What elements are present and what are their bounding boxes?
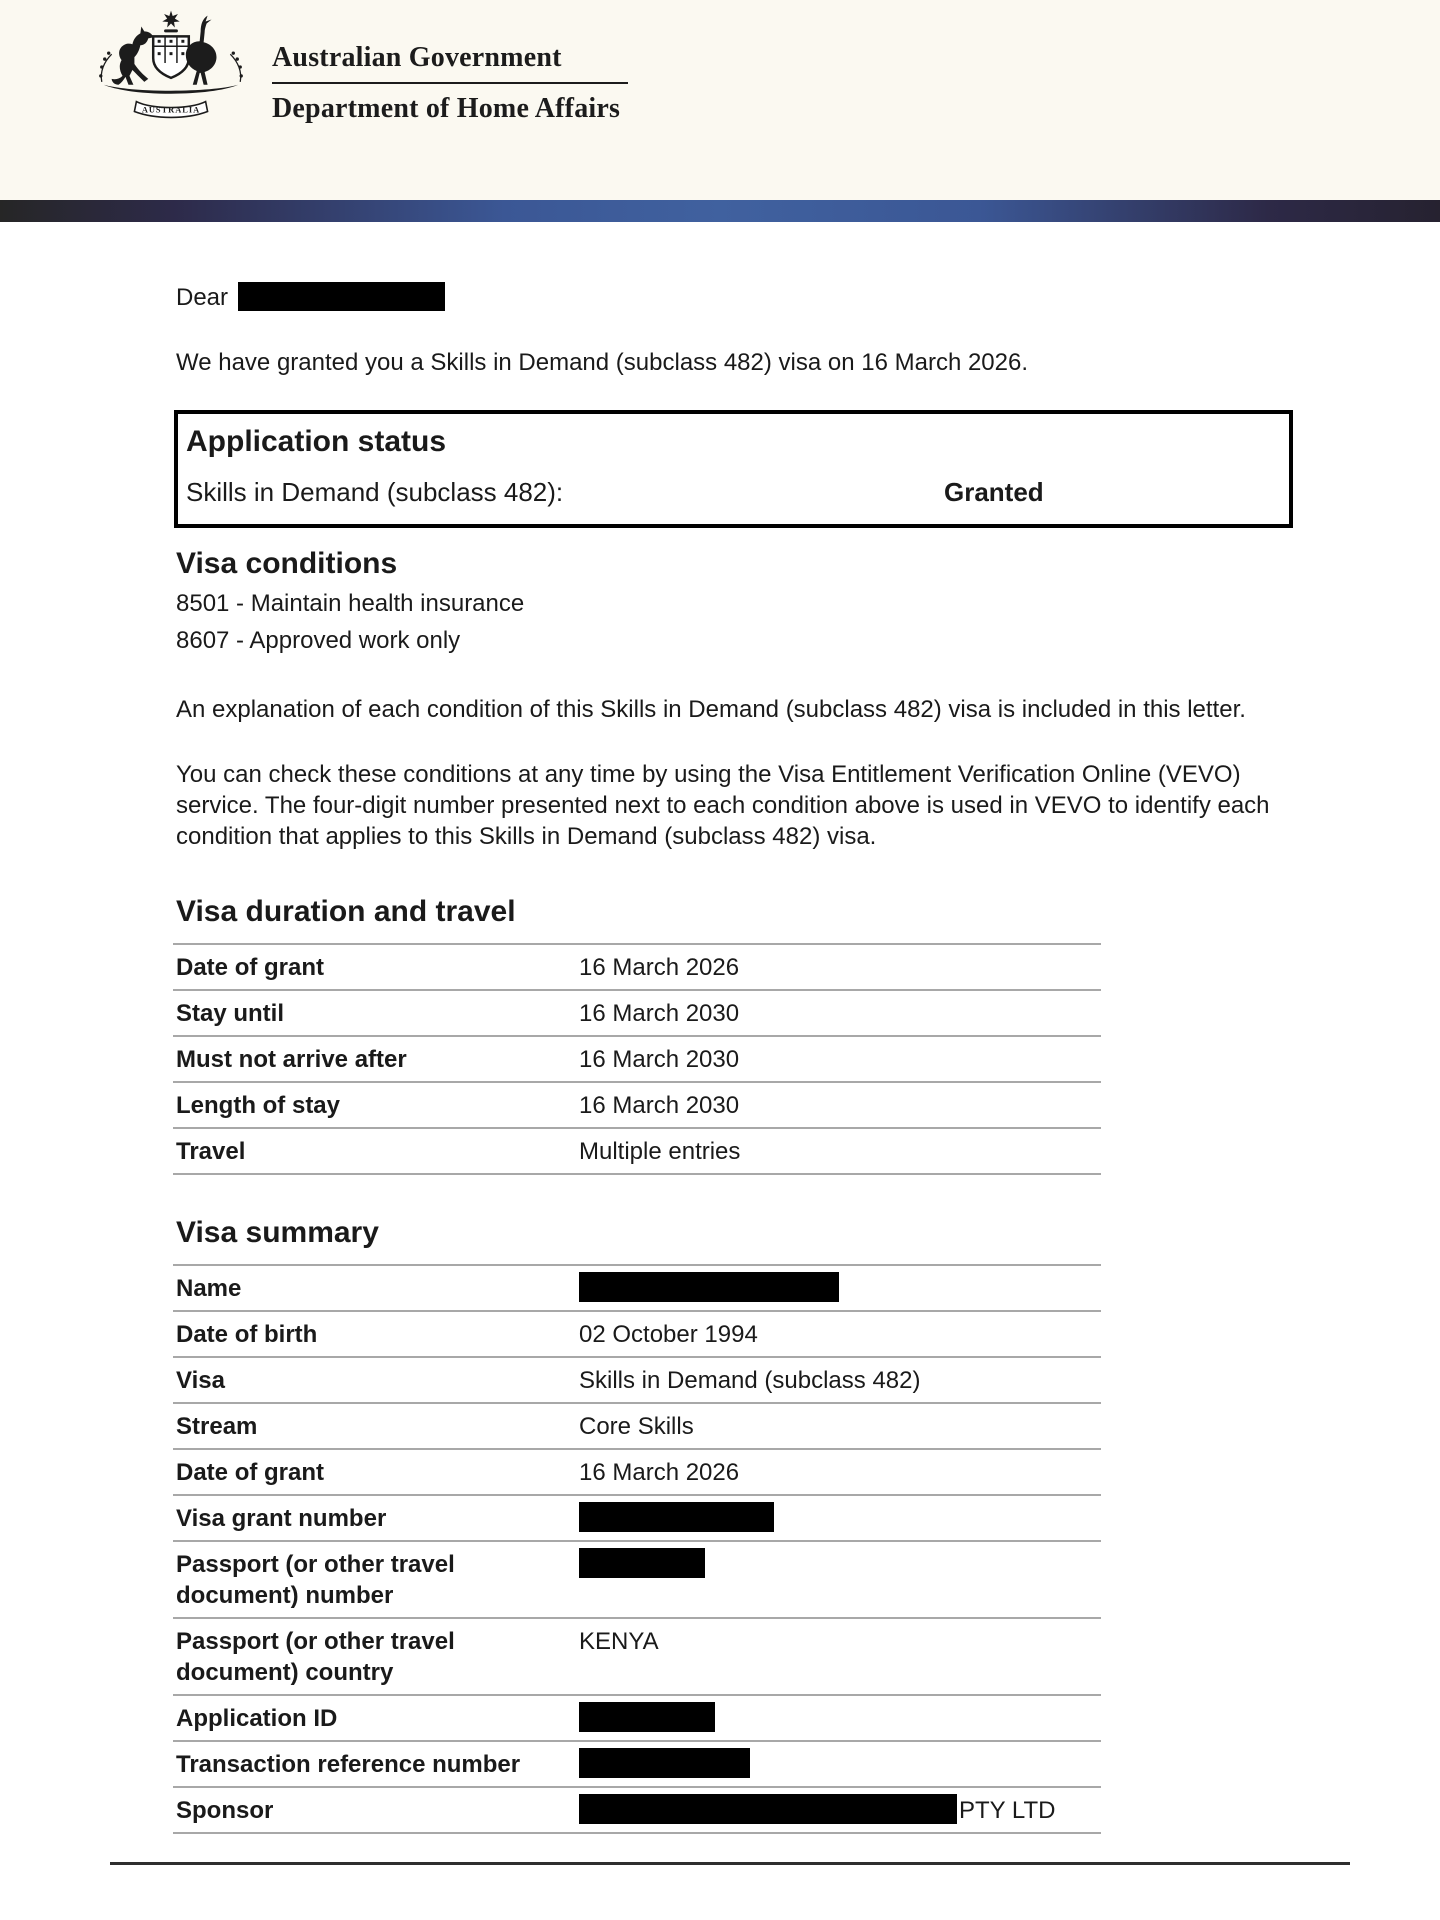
row-value: 02 October 1994 — [579, 1321, 758, 1348]
visa-duration-title: Visa duration and travel — [176, 895, 516, 928]
table-row — [173, 1540, 1101, 1617]
row-value — [579, 1795, 1101, 1826]
row-label: Date of grant — [176, 1459, 325, 1486]
redacted-value — [579, 1702, 715, 1732]
table-row — [173, 1310, 1101, 1356]
redacted-value — [579, 1794, 957, 1824]
row-value — [579, 1749, 1101, 1780]
header-gradient-bar — [0, 200, 1440, 222]
row-value: 16 March 2030 — [579, 1092, 740, 1119]
visa-summary-title: Visa summary — [176, 1216, 379, 1249]
table-row — [173, 1786, 1101, 1834]
application-status-value: Granted — [944, 477, 1044, 507]
row-label: Visa — [176, 1367, 225, 1394]
row-label: Travel — [176, 1138, 246, 1165]
explanation-paragraph: An explanation of each condition of this Skills in Demand (subclass 482) visa is included in this letter. — [176, 696, 1246, 723]
table-row — [173, 1448, 1101, 1494]
visa-duration-table — [173, 943, 1101, 1175]
australian-coat-of-arms-icon — [82, 6, 260, 133]
table-row — [173, 1740, 1101, 1786]
application-status-label: Skills in Demand (subclass 482): — [186, 477, 564, 507]
footer-divider — [110, 1862, 1350, 1865]
row-label: Date of grant — [176, 954, 325, 981]
row-label: Application ID — [176, 1705, 338, 1732]
visa-conditions-title: Visa conditions — [176, 547, 398, 580]
table-row — [173, 1081, 1101, 1127]
table-row — [173, 1617, 1101, 1694]
redacted-value — [579, 1748, 750, 1778]
row-label: Stream — [176, 1413, 258, 1440]
commonwealth-star — [162, 11, 179, 28]
row-value — [579, 1703, 1101, 1734]
application-status-row — [186, 477, 1281, 508]
sponsor-suffix: PTY LTD — [959, 1797, 1056, 1824]
salutation-line — [176, 282, 1300, 312]
redacted-value — [579, 1502, 774, 1532]
row-value — [579, 1549, 1101, 1611]
redacted-value — [579, 1548, 705, 1578]
table-row — [173, 1402, 1101, 1448]
header-underline — [272, 82, 628, 84]
table-row — [173, 1264, 1101, 1310]
grant-sentence: We have granted you a Skills in Demand (subclass 482) visa on 16 March 2026. — [176, 349, 1029, 376]
application-status-box — [174, 410, 1293, 528]
table-row — [173, 943, 1101, 989]
table-row — [173, 1356, 1101, 1402]
row-label: Name — [176, 1275, 242, 1302]
row-label: Stay until — [176, 1000, 285, 1027]
row-value: 16 March 2026 — [579, 1459, 740, 1486]
table-row — [173, 1127, 1101, 1175]
row-value: Multiple entries — [579, 1138, 741, 1165]
vevo-paragraph: You can check these conditions at any time by using the Visa Entitlement Verification Online (VEVO) service. The four-digit number presented next to each condition above is used in VEVO to identify each condition that applies to this Skills in Demand (subclass 482) visa. — [176, 761, 1270, 850]
emu — [186, 16, 217, 85]
visa-condition-item: 8607 - Approved work only — [176, 627, 461, 654]
application-status-title: Application status — [186, 425, 447, 458]
row-value: Skills in Demand (subclass 482) — [579, 1367, 921, 1394]
table-row — [173, 1694, 1101, 1740]
row-value: 16 March 2026 — [579, 954, 740, 981]
row-label: Passport (or other travel document) country — [176, 1628, 455, 1686]
row-value: 16 March 2030 — [579, 1046, 740, 1073]
row-label: Must not arrive after — [176, 1046, 407, 1073]
row-value — [579, 1273, 1101, 1304]
svg-text:AUSTRALIA: AUSTRALIA — [141, 105, 201, 115]
row-label: Passport (or other travel document) number — [176, 1551, 455, 1609]
row-value: 16 March 2030 — [579, 1000, 740, 1027]
visa-summary-table — [173, 1264, 1101, 1834]
row-label: Length of stay — [176, 1092, 341, 1119]
salutation-text: Dear — [176, 284, 229, 311]
government-masthead — [0, 0, 1440, 200]
table-row — [173, 989, 1101, 1035]
redacted-value — [579, 1272, 839, 1302]
table-row — [173, 1494, 1101, 1540]
row-label: Sponsor — [176, 1797, 274, 1824]
row-label: Visa grant number — [176, 1505, 387, 1532]
redacted-recipient-name — [238, 282, 445, 311]
visa-condition-item: 8501 - Maintain health insurance — [176, 590, 525, 617]
row-label: Transaction reference number — [176, 1751, 521, 1778]
row-label: Date of birth — [176, 1321, 318, 1348]
row-value: KENYA — [579, 1628, 659, 1655]
letter-body — [0, 282, 1440, 1865]
department-title: Department of Home Affairs — [272, 93, 621, 124]
row-value: Core Skills — [579, 1413, 694, 1440]
row-value — [579, 1503, 1101, 1534]
table-row — [173, 1035, 1101, 1081]
government-title: Australian Government — [272, 42, 562, 73]
masthead-text — [272, 42, 628, 125]
kangaroo — [112, 26, 154, 84]
